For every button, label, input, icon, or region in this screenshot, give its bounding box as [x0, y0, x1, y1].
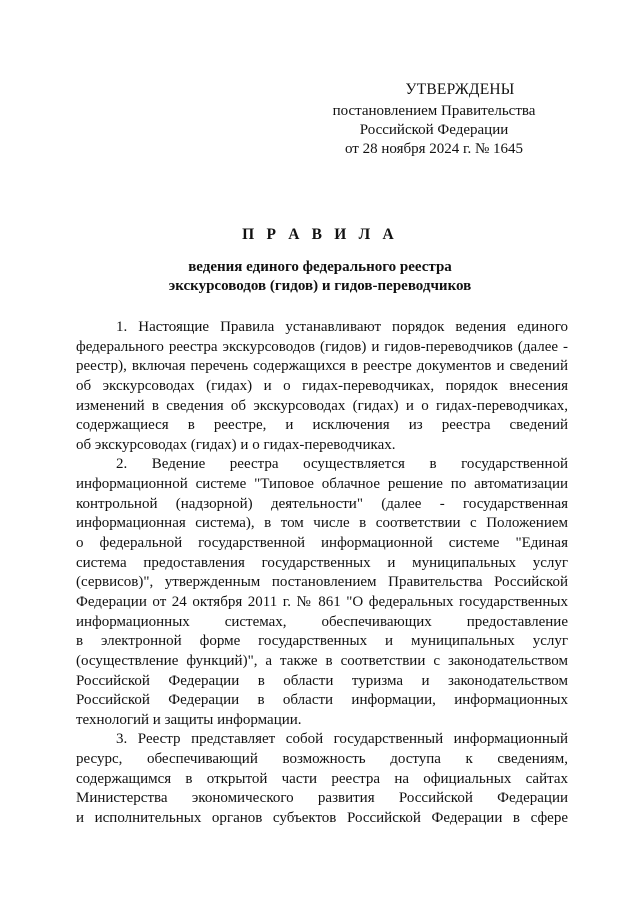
text-line: (сервисов)", утвержденным постановлением Правительства Российской — [76, 574, 568, 591]
text-line: Федерации от 24 октября 2011 г. № 861 "О федеральных государственных — [76, 593, 568, 610]
text-line: 1. Настоящие Правила устанавливают порядок ведения единого — [116, 319, 568, 335]
text-line: об экскурсоводах (гидах) и о гидах-переводчиках. — [76, 436, 396, 453]
text-line: федерального реестра экскурсоводов (гидов) и гидов-переводчиков (далее - — [76, 338, 568, 355]
document-subtitle-line: экскурсоводов (гидов) и гидов-переводчиков — [168, 278, 472, 294]
text-line: (осуществление функций)", а также в соответствии с законодательством — [76, 652, 568, 669]
text-line: 2. Ведение реестра осуществляется в государственной — [116, 456, 568, 473]
text-line: о федеральной государственной информационной системе "Единая — [76, 535, 568, 552]
document-body — [76, 318, 568, 829]
text-line: изменений в сведения об экскурсоводах (гидах) и о гидах-переводчиках, — [76, 397, 568, 414]
approval-line: от 28 ноября 2024 г. № 1645 — [344, 141, 524, 157]
text-line: Министерства экономического развития Российской Федерации — [76, 790, 568, 807]
text-line: Российской Федерации в области информации, информационных — [76, 692, 568, 709]
text-line: контрольной (надзорной) деятельности" (далее - государственная — [76, 495, 568, 512]
text-line: информационной системе "Типовое облачное решение по автоматизации — [76, 476, 568, 493]
text-line: информационная система), в том числе в соответствии с Положением — [76, 515, 568, 532]
text-line: технологий и защиты информации. — [76, 711, 302, 728]
paragraph-2 — [76, 455, 568, 730]
text-line: реестр), включая перечень содержащихся в реестре документов и сведений — [76, 358, 568, 375]
paragraph-3 — [76, 730, 568, 828]
text-line: в электронной форме государственных и муниципальных услуг — [76, 633, 568, 650]
approval-line: Российской Федерации — [359, 122, 509, 138]
text-line: ресурс, обеспечивающий возможность доступа к сведениям, — [76, 751, 568, 768]
document-title: П Р А В И Л А — [242, 226, 398, 243]
text-line: система предоставления государственных и муниципальных услуг — [76, 554, 568, 571]
approval-line: постановлением Правительства — [332, 103, 536, 119]
text-line: 3. Реестр представляет собой государственный информационный — [116, 731, 568, 748]
document-subtitle-line: ведения единого федерального реестра — [188, 259, 452, 275]
text-line: информационных системах, обеспечивающих предоставление — [76, 613, 568, 630]
text-line: Российской Федерации в области туризма и законодательством — [76, 672, 568, 689]
text-line: и исполнительных органов субъектов Российской Федерации в сфере — [76, 810, 568, 827]
approval-title: УТВЕРЖДЕНЫ — [405, 81, 515, 98]
text-line: содержащимся в открытой части реестра на официальных сайтах — [76, 770, 568, 787]
text-line: содержащиеся в реестре, и исключения из реестра сведений — [76, 417, 568, 434]
document-heading — [70, 226, 570, 296]
approval-stamp — [314, 80, 554, 159]
text-line: об экскурсоводах (гидах) и о гидах-переводчиках, порядок внесения — [76, 377, 568, 394]
paragraph-1 — [76, 318, 568, 455]
